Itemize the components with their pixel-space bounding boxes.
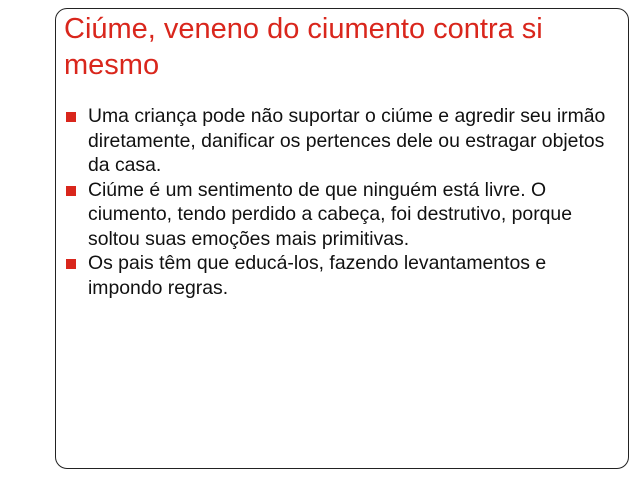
- square-bullet-icon: [66, 259, 76, 269]
- square-bullet-icon: [66, 186, 76, 196]
- bullet-list: [64, 104, 619, 300]
- bullet-item: [64, 178, 619, 252]
- bullet-text: Ciúme é um sentimento de que ninguém está livre. O ciumento, tendo perdido a cabeça, foi destrutivo, porque soltou suas emoções mais primitivas.: [88, 178, 572, 250]
- bullet-text: Uma criança pode não suportar o ciúme e agredir seu irmão diretamente, danificar os pertences dele ou estragar objetos da casa.: [88, 105, 606, 176]
- bullet-text: Os pais têm que educá-los, fazendo levantamentos e impondo regras.: [88, 252, 547, 299]
- square-bullet-icon: [66, 112, 76, 122]
- bullet-item: [64, 251, 619, 300]
- slide-title: Ciúme, veneno do ciumento contra si mesmo: [64, 13, 543, 81]
- bullet-item: [64, 104, 619, 178]
